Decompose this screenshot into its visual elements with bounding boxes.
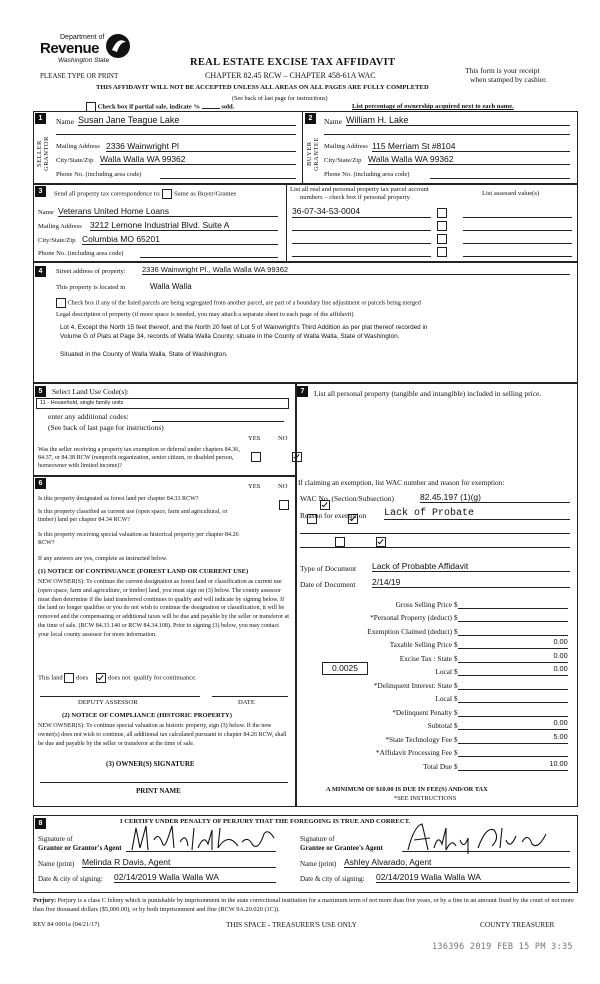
see-instructions: *SEE INSTRUCTIONS — [394, 795, 457, 802]
doc-date[interactable]: 2/14/19 — [372, 577, 570, 588]
buyer-mailing-label: Mailing Address — [324, 143, 368, 150]
s6-q1-yes-checkbox[interactable] — [279, 500, 289, 510]
section-6-frame — [33, 475, 297, 807]
reason-label: Reason for exemption — [300, 511, 367, 520]
s3-name-label: Name — [38, 209, 54, 216]
s5-q1-yes-checkbox[interactable] — [251, 452, 261, 462]
grantee-date[interactable]: 02/14/2019 Walla Walla WA — [376, 872, 570, 883]
total-row: *Personal Property (deduct) $ — [300, 609, 570, 623]
buyer-city[interactable]: Walla Walla WA 99362 — [368, 154, 570, 165]
form-chapter: CHAPTER 82.45 RCW – CHAPTER 458-61A WAC — [205, 71, 376, 80]
parcel-row — [292, 218, 572, 231]
grantee-signature — [404, 820, 554, 856]
total-label: *Personal Property (deduct) — [370, 613, 452, 622]
legal-line-2[interactable]: Volume G of Plats at Page 34, records of Walla Walla County; situate in the County of Walla Walla, State of Washington. — [60, 333, 400, 340]
perjury-text: Perjury is a class C felony which is punishable by imprisonment in the state correctional institution for a maximum term of not more than five years, or by a fine in an amount fixed by the court of not more than five thousand dollars ($5,000.00), or by both imprisonment and fine (RCW 9A.20.020 (1C)). — [33, 897, 574, 913]
total-value[interactable]: 10.00 — [458, 759, 568, 771]
s6-no: NO — [278, 483, 288, 490]
total-row: Subtotal $ 0.00 — [300, 717, 570, 731]
total-row: Local $ — [300, 690, 570, 704]
section-2-number: 2 — [305, 113, 316, 124]
certify-text: I CERTIFY UNDER PENALTY OF PERJURY THAT THE FOREGOING IS TRUE AND CORRECT. — [120, 818, 411, 825]
exemption-claim-label: If claiming an exemption, list WAC number and reason for exemption: — [298, 478, 505, 487]
logo-revenue: Revenue — [40, 40, 100, 57]
same-as-buyer-checkbox[interactable] — [162, 189, 172, 199]
section-8-number: 8 — [35, 818, 46, 829]
total-label: Subtotal — [427, 721, 452, 730]
total-value[interactable]: 5.00 — [458, 732, 568, 744]
form-number: REV 84 0001a (04/21/17) — [33, 921, 100, 928]
s6-if-yes: If any answers are yes, complete as instructed below. — [38, 556, 168, 562]
parcel-number[interactable] — [292, 219, 431, 231]
s3-mailing[interactable]: 3212 Lemone Industrial Blvd. Suite A — [90, 220, 278, 231]
total-value[interactable]: 0.00 — [458, 651, 568, 663]
total-label: *Delinquent Interest: State — [373, 680, 452, 690]
segregated-row — [56, 298, 421, 308]
s6-q2: Is this property classified as current use (open space, farm and agricultural, or timber) land per chapter 84.34 RCW? — [38, 509, 228, 523]
s5-no: NO — [278, 435, 288, 442]
doc-date-label: Date of Document — [300, 580, 356, 589]
grantor-signature — [128, 822, 278, 856]
does-not-checkbox[interactable] — [96, 673, 106, 683]
wac-label: WAC No. (Section/Subsection) — [300, 494, 394, 503]
personal-property-checkbox[interactable] — [437, 234, 447, 244]
total-row: Excise Tax : State $ 0.00 — [300, 649, 570, 663]
total-value[interactable] — [458, 597, 568, 609]
land-use-select[interactable]: 11 - Household, single family units — [36, 398, 289, 409]
total-label: Exemption Claimed (deduct) — [367, 626, 452, 636]
form-warning: THIS AFFIDAVIT WILL NOT BE ACCEPTED UNLESS ALL AREAS ON ALL PAGES ARE FULLY COMPLETED — [96, 84, 429, 91]
total-label: Local — [435, 694, 452, 703]
total-row: Local $ 0.00 — [300, 663, 570, 677]
local-rate-box[interactable]: 0.0025 — [322, 662, 368, 675]
owner-signature-label: (3) OWNER(S) SIGNATURE — [106, 760, 195, 768]
personal-property-checkbox[interactable] — [437, 208, 447, 218]
ownership-note: List percentage of ownership acquired next to each name. — [352, 103, 514, 110]
does-checkbox[interactable] — [64, 673, 74, 683]
parcel-number[interactable] — [292, 232, 431, 244]
grantee-date-label: Date & city of signing: — [300, 875, 365, 883]
buyer-city-label: City/State/Zip — [324, 157, 362, 164]
personal-property-checkbox[interactable] — [437, 221, 447, 231]
seller-phone-label: Phone No. (including area code) — [56, 171, 142, 178]
compliance-body: NEW OWNER(S): To continue special valuation as historic property, sign (3) below. If the new owner(s) does not wish to continue, all additional tax calculated pursuant to chapter 84.26 RCW, shall be due and payable by the seller or transferor at the time of sale. — [38, 723, 287, 747]
grantor-sig-label-2: Grantor or Grantor's Agent — [38, 844, 122, 852]
deputy-date-label: DATE — [238, 699, 255, 706]
buyer-name-label: Name — [324, 117, 342, 126]
total-row: *Delinquent Penalty $ — [300, 703, 570, 717]
seller-city-label: City/State/Zip — [56, 157, 94, 164]
buyer-side-label: BUYER GRANTEE — [306, 137, 320, 171]
total-value[interactable] — [458, 678, 568, 690]
s3-phone-label: Phone No. (including area code) — [38, 250, 124, 257]
total-label: *State Technology Fee — [385, 734, 452, 744]
received-stamp: 136396 2019 FEB 15 PM 3:35 — [432, 942, 573, 952]
total-row: Total Due $ 10.00 — [300, 757, 570, 771]
section-3-number: 3 — [35, 186, 46, 197]
grantor-sig-label-1: Signature of — [38, 835, 73, 843]
segregated-label: Check box if any of the listed parcels are being segregated from another parcel, are part of a boundary line adjustment or parcels being merged — [67, 299, 421, 307]
qualify-label: qualify for continuance. — [133, 674, 197, 682]
doc-type[interactable]: Lack of Probabte Affidavit — [372, 561, 570, 572]
receipt-note-2: when stamped by cashier. — [470, 75, 548, 84]
continuance-title: (1) NOTICE OF CONTINUANCE (FOREST LAND OR CURRENT USE) — [38, 568, 249, 575]
total-row: *Affidavit Processing Fee $ — [300, 744, 570, 758]
street-label: Street address of property: — [56, 268, 126, 275]
seller-mailing-label: Mailing Address — [56, 143, 100, 150]
s5-see-back: (See back of last page for instructions) — [48, 423, 164, 432]
grantor-date[interactable]: 02/14/2019 Walla Walla WA — [114, 872, 276, 883]
grantee-sig-label-1: Signature of — [300, 835, 335, 843]
logo-dept: Department of — [60, 34, 105, 41]
deputy-assessor-label: DEPUTY ASSESSOR — [78, 699, 138, 706]
total-label: *Affidavit Processing Fee — [375, 748, 452, 757]
assessed-value[interactable] — [463, 232, 572, 244]
buyer-phone-label: Phone No. (including area code) — [324, 171, 410, 178]
wac-number[interactable]: 82.45.197 (1)(g) — [420, 492, 570, 503]
does-label: does — [76, 674, 89, 682]
total-row: Taxable Selling Price $ 0.00 — [300, 636, 570, 650]
total-value[interactable] — [458, 610, 568, 622]
total-row: *State Technology Fee $ 5.00 — [300, 730, 570, 744]
s6-q3: Is this property receiving special valuation as historical property per chapter 84.26 RCW? — [38, 532, 239, 546]
totals-list — [300, 595, 570, 771]
total-label: *Delinquent Penalty — [392, 707, 452, 717]
assessed-value[interactable] — [463, 245, 572, 257]
s6-yes: YES — [248, 483, 261, 490]
seller-name-label: Name — [56, 117, 74, 126]
total-row: Exemption Claimed (deduct) $ — [300, 622, 570, 636]
partial-sale-label: Check box if partial sale, indicate % — [97, 103, 201, 111]
form-title: REAL ESTATE EXCISE TAX AFFIDAVIT — [190, 57, 396, 68]
parcel-number[interactable] — [292, 245, 431, 257]
logo-state: Washington State — [58, 57, 110, 64]
personal-property-checkbox[interactable] — [437, 247, 447, 257]
s3-name[interactable]: Veterans United Home Loans — [58, 206, 278, 217]
total-value[interactable] — [458, 705, 568, 717]
section-4-frame — [33, 261, 578, 383]
buyer-mailing[interactable]: 115 Merriam St #8104 — [372, 141, 570, 152]
legal-line-1[interactable]: Lot 4, Except the North 15 feet thereof, and the North 20 feet of Lot 5 of Wainwright's Third Addition as per plat thereof recorded in — [60, 324, 428, 331]
compliance-title: (2) NOTICE OF COMPLIANCE (HISTORIC PROPERTY) — [62, 712, 232, 719]
personal-property-label: List all personal property (tangible and intangible) included in selling price. — [314, 389, 542, 398]
parcel-row — [292, 231, 572, 244]
county-treasurer: COUNTY TREASURER — [480, 920, 555, 929]
s5-yes: YES — [248, 435, 261, 442]
treasurer-space: THIS SPACE - TREASURER'S USE ONLY — [226, 920, 357, 929]
assessed-value[interactable] — [463, 219, 572, 231]
section-1-number: 1 — [35, 113, 46, 124]
this-land-row — [38, 673, 197, 683]
minimum-note: A MINIMUM OF $10.00 IS DUE IN FEE(S) AND/OR TAX — [326, 786, 488, 793]
exemption-reason[interactable]: Lack of Probate — [384, 508, 570, 520]
segregated-checkbox[interactable] — [56, 298, 66, 308]
legal-line-3[interactable]: Situated in the County of Walla Walla, State of Washington. — [60, 351, 228, 358]
logo-mark-icon — [104, 32, 132, 60]
s5-q1: Was the seller receiving a property tax exemption or deferral under chapters 84.36, 84.37, or 84.38 RCW (nonprofit organization, senior citizen, or disabled person, homeowner with limited income)? — [38, 447, 240, 469]
total-label: Local — [435, 667, 452, 676]
seller-side-label: SELLER GRANTOR — [36, 136, 50, 172]
assessed-label: List assessed value(s) — [482, 190, 540, 197]
located-label: This property is located in — [56, 284, 126, 291]
seller-name[interactable]: Susan Jane Teague Lake — [78, 115, 296, 126]
total-label: Total Due — [423, 761, 452, 771]
buyer-name[interactable]: William H. Lake — [346, 115, 570, 126]
continuance-body: NEW OWNER(S): To continue the current designation as forest land or classification as current use (open space, farm and agriculture, or timber) land, you must sign on (3) below. The county assessor must then determine if the land transferred continues to qualify and will indicate by signing below. If the land no longer qualifies or you do not wish to continue the designation or classification, it will be removed and the compensating or additional taxes will be due and payable by the seller or transferor at the time of sale. (RCW 84.33.140 or RCW 84.34.108). Prior to signing (3) below, you may contact your local county assessor for more information. — [38, 579, 289, 638]
total-value[interactable]: 0.00 — [458, 718, 568, 730]
see-back: (See back of last page for instructions) — [232, 95, 328, 102]
print-name-label: PRINT NAME — [136, 787, 181, 795]
doc-type-label: Type of Document — [300, 564, 357, 573]
street-address[interactable]: 2336 Wainwright Pl., Walla Walla WA 99362 — [142, 265, 570, 275]
parcel-number[interactable]: 36-07-34-53-0004 — [292, 206, 431, 218]
send-to-label — [54, 189, 236, 199]
assessed-value[interactable] — [463, 206, 572, 218]
same-as-buyer-label: Same as Buyer/Grantee — [174, 190, 237, 198]
total-value[interactable] — [458, 745, 568, 757]
list-parcels-1: List all real and personal property tax parcel account — [290, 186, 429, 193]
grantor-date-label: Date & city of signing: — [38, 875, 103, 883]
section-7-number: 7 — [297, 386, 308, 397]
total-value[interactable] — [458, 691, 568, 703]
grantor-name-label: Name (print) — [38, 860, 75, 868]
additional-codes-label: enter any additional codes: — [48, 412, 129, 421]
section-5-number: 5 — [35, 386, 46, 397]
perjury-note — [33, 896, 576, 914]
total-value[interactable] — [458, 624, 568, 636]
total-label: Excise Tax : State — [399, 653, 452, 663]
legal-label: Legal description of property (if more space is needed, you may attach a separate sheet to each page of the affidavit) — [56, 311, 354, 318]
located-in[interactable]: Walla Walla — [150, 282, 192, 291]
total-value[interactable]: 0.00 — [458, 637, 568, 649]
s3-city[interactable]: Columbia MO 65201 — [82, 234, 278, 245]
does-not-label: does not — [108, 674, 131, 682]
land-use-label: Select Land Use Code(s): — [52, 387, 129, 396]
total-value[interactable]: 0.00 — [458, 664, 568, 676]
total-label: Taxable Selling Price — [389, 640, 452, 649]
dor-logo — [40, 34, 140, 66]
section-6-number: 6 — [35, 478, 46, 489]
parcel-row — [292, 205, 572, 218]
grantee-name-label: Name (print) — [300, 860, 337, 868]
total-row: *Delinquent Interest: State $ — [300, 676, 570, 690]
grantee-sig-label-2: Grantee or Grantee's Agent — [300, 844, 383, 852]
seller-mailing[interactable]: 2336 Wainwright Pl — [106, 141, 296, 152]
grantee-name[interactable]: Ashley Alvarado, Agent — [344, 857, 570, 868]
receipt-note-1: This form is your receipt — [465, 66, 540, 75]
this-land-label: This land — [38, 674, 63, 682]
s6-q1: Is this property designated as forest land per chapter 84.33 RCW? — [38, 496, 199, 502]
total-row: Gross Selling Price $ — [300, 595, 570, 609]
perjury-label: Perjury: — [33, 897, 57, 904]
parcel-list — [292, 205, 572, 257]
please-type: PLEASE TYPE OR PRINT — [40, 72, 119, 80]
parcel-row — [292, 244, 572, 257]
partial-sale-sold: sold. — [221, 103, 235, 111]
s3-mailing-label: Mailing Address — [38, 223, 82, 230]
list-parcels-2: numbers – check box if personal property — [300, 194, 410, 201]
section-4-number: 4 — [35, 266, 46, 277]
total-label: Gross Selling Price — [395, 599, 452, 609]
send-label: Send all property tax correspondence to: — [54, 190, 161, 198]
seller-city[interactable]: Walla Walla WA 99362 — [100, 154, 296, 165]
s3-city-label: City/State/Zip — [38, 237, 76, 244]
grantor-name[interactable]: Melinda R Davis, Agent — [82, 857, 276, 868]
